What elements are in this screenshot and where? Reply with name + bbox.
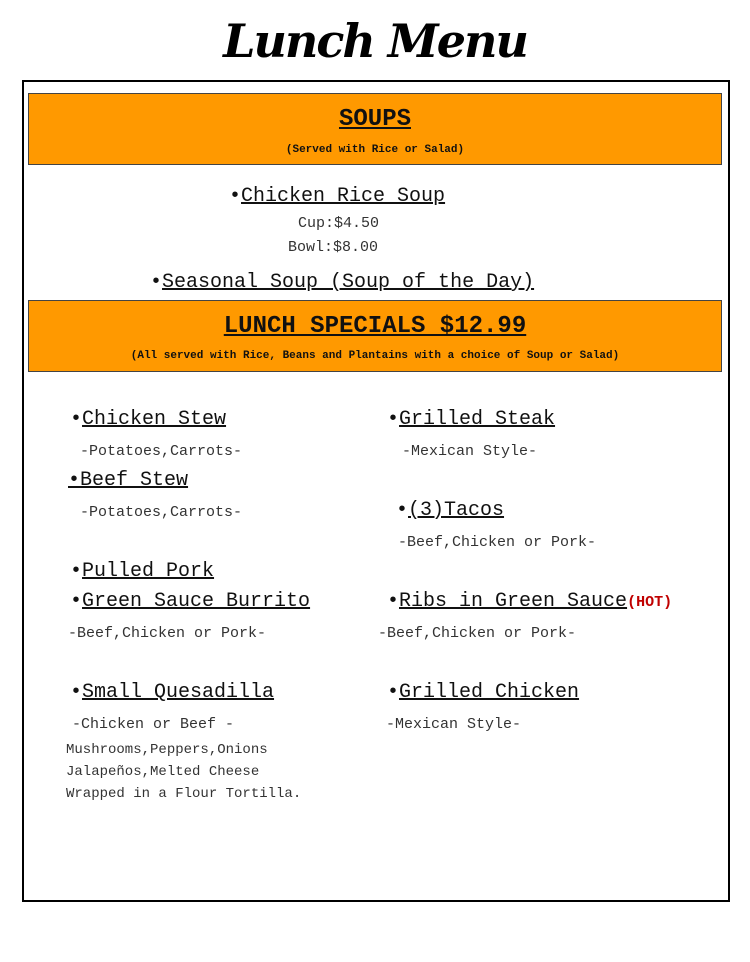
- bullet: •: [68, 469, 81, 492]
- special-description: -Beef,Chicken or Pork-: [68, 625, 267, 642]
- bullet: •: [70, 590, 83, 613]
- special-description: -Beef,Chicken or Pork-: [398, 534, 597, 551]
- soup-item-seasonal: [150, 271, 534, 294]
- special-label: Ribs in Green Sauce: [399, 590, 628, 613]
- soup-item-label: Seasonal Soup (Soup of the Day): [162, 271, 535, 294]
- special-label: Beef Stew: [80, 469, 189, 492]
- bullet: •: [70, 681, 83, 704]
- bullet: •: [150, 271, 163, 294]
- special-description: -Mexican Style-: [402, 443, 538, 460]
- special-label: Small Quesadilla: [82, 681, 275, 704]
- special-label: (3)Tacos: [408, 499, 505, 522]
- special-description: -Potatoes,Carrots-: [80, 504, 243, 521]
- quesadilla-detail-line: Mushrooms,Peppers,Onions: [66, 742, 268, 758]
- special-label: Chicken Stew: [82, 408, 227, 431]
- specials-subheading: (All served with Rice, Beans and Plantains with a choice of Soup or Salad): [130, 350, 620, 362]
- special-pulled-pork: [70, 560, 214, 583]
- soup-item-chicken-rice: [229, 185, 445, 208]
- special-ribs-green-sauce: [387, 590, 672, 613]
- special-tacos: [396, 499, 504, 522]
- specials-banner: [28, 300, 722, 372]
- special-description: -Mexican Style-: [386, 716, 522, 733]
- special-beef-stew: [68, 469, 188, 492]
- hot-label: (HOT): [627, 594, 673, 611]
- special-grilled-steak: [387, 408, 555, 431]
- quesadilla-detail-line: Jalapeños,Melted Cheese: [66, 764, 260, 780]
- soups-subheading: (Served with Rice or Salad): [285, 144, 465, 156]
- bullet: •: [70, 560, 83, 583]
- special-label: Green Sauce Burrito: [82, 590, 311, 613]
- quesadilla-detail-line: Wrapped in a Flour Tortilla.: [66, 786, 302, 802]
- special-label: Grilled Chicken: [399, 681, 580, 704]
- special-description: -Chicken or Beef -: [72, 716, 235, 733]
- soups-banner: [28, 93, 722, 165]
- bullet: •: [70, 408, 83, 431]
- bullet: •: [387, 590, 400, 613]
- soups-heading: SOUPS: [338, 106, 411, 133]
- bullet: •: [387, 681, 400, 704]
- soup-item-label: Chicken Rice Soup: [241, 185, 446, 208]
- special-description: -Potatoes,Carrots-: [80, 443, 243, 460]
- bullet: •: [387, 408, 400, 431]
- special-label: Grilled Steak: [399, 408, 556, 431]
- bullet: •: [229, 185, 242, 208]
- soup-cup-price: Cup:$4.50: [298, 215, 380, 232]
- special-description: -Beef,Chicken or Pork-: [378, 625, 577, 642]
- soup-bowl-price: Bowl:$8.00: [288, 239, 379, 256]
- menu-title: Lunch Menu: [223, 14, 527, 68]
- bullet: •: [396, 499, 409, 522]
- special-green-sauce-burrito: [70, 590, 310, 613]
- special-chicken-stew: [70, 408, 226, 431]
- specials-heading: LUNCH SPECIALS $12.99: [223, 313, 527, 340]
- special-label: Pulled Pork: [82, 560, 215, 583]
- special-small-quesadilla: [70, 681, 274, 704]
- special-grilled-chicken: [387, 681, 579, 704]
